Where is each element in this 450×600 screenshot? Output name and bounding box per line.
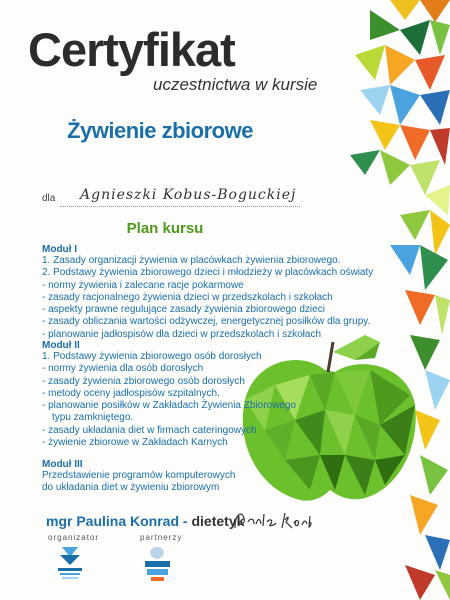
organizer-logo	[50, 543, 90, 583]
module-title: Moduł II	[42, 340, 80, 351]
organizer-label: organizator	[48, 533, 100, 542]
certificate-subtitle: uczestnictwa w kursie	[153, 75, 318, 94]
module-line: 1. Podstawy żywienia zbiorowego osób dorosłych	[42, 351, 262, 362]
module-line: 1. Zasady organizacji żywienia w placówkach żywienia zbiorowego.	[42, 255, 341, 266]
module-3	[42, 459, 235, 495]
recipient-prefix: dla	[42, 193, 56, 204]
signature-image	[230, 508, 320, 536]
module-line: - metody oceny jadłospisów szpitalnych.	[42, 387, 220, 399]
module-line: - zasady racjonalnego żywienia dzieci w przedszkolach i szkołach	[42, 291, 333, 303]
recipient-name: Agnieszki Kobus-Boguckiej	[80, 187, 297, 203]
module-line: do układania diet w żywieniu zbiorowym	[42, 482, 220, 494]
teacher-credit	[46, 513, 244, 529]
teacher-name: mgr Paulina Konrad	[46, 513, 180, 529]
module-line: - normy żywienia i zalecane racje pokarmowe	[42, 279, 244, 291]
course-name: Żywienie zbiorowe	[67, 118, 253, 143]
partners-label: partnerzy	[140, 533, 183, 542]
teacher-role: dietetyk	[191, 513, 245, 529]
module-line: typu zamkniętego.	[52, 412, 134, 424]
module-line: - aspekty prawne regulujące zasady żywienia zbiorowego dzieci	[42, 304, 325, 316]
module-line: - zasady żywienia zbiorowego osób dorosłych	[42, 375, 245, 387]
module-line: - zasady układania diet w firmach cateringowych	[42, 424, 257, 436]
module-line: 2. Podstawy żywienia zbiorowego dzieci i młodzieży w placówkach oświaty	[42, 267, 374, 279]
module-1	[42, 244, 373, 341]
module-title: Moduł III	[42, 459, 83, 470]
plan-title: Plan kursu	[126, 220, 204, 237]
module-line: - normy żywienia dla osób dorosłych	[42, 363, 204, 375]
module-2	[42, 340, 296, 449]
module-title: Moduł I	[42, 244, 77, 255]
module-line: - żywienie zbiorowe w Zakładach Karnych	[42, 437, 228, 449]
module-line: - planowanie jadłospisów dla dzieci w przedszkolach i szkołach	[42, 328, 322, 340]
module-line: - zasady obliczania wartości odżywczej, energetycznej posiłków dla grupy.	[42, 316, 371, 328]
module-line: - planowanie posiłków w Zakładach Żywienia Zbiorowego	[42, 400, 297, 412]
certificate-title: Certyfikat	[28, 23, 235, 76]
partner-logo	[135, 543, 180, 583]
recipient-dotted-line	[60, 206, 300, 207]
teacher-separator: -	[179, 513, 192, 529]
module-line: Przedstawienie programów komputerowych	[42, 470, 236, 481]
